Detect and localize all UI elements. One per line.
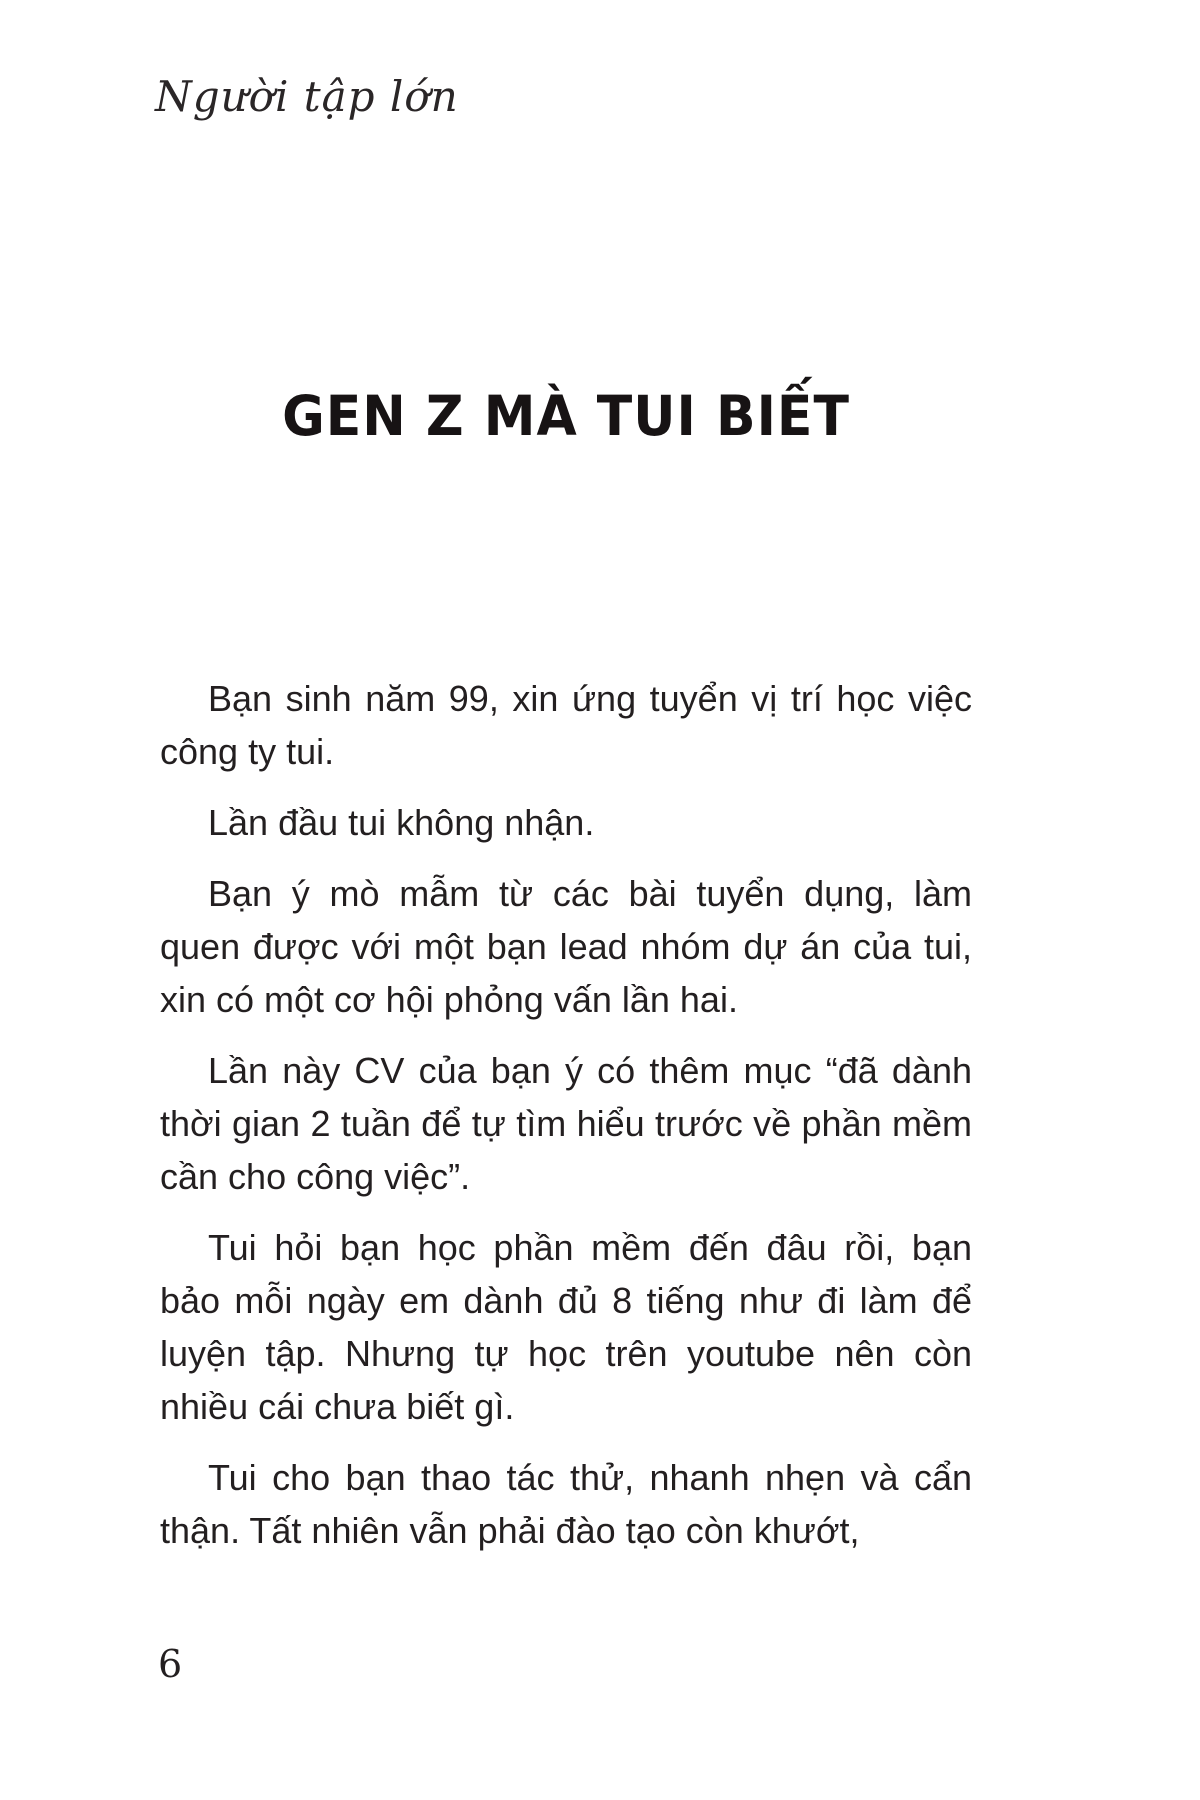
- paragraph: Tui cho bạn thao tác thử, nhanh nhẹn và cẩn thận. Tất nhiên vẫn phải đào tạo còn khướt,: [160, 1457, 972, 1551]
- paragraph: Lần đầu tui không nhận.: [208, 802, 595, 843]
- body-text: [160, 672, 972, 1575]
- paragraph: Tui hỏi bạn học phần mềm đến đâu rồi, bạn bảo mỗi ngày em dành đủ 8 tiếng như đi làm để luyện tập. Nhưng tự học trên youtube nên còn nhiều cái chưa biết gì.: [160, 1227, 972, 1427]
- page-number: 6: [158, 1642, 183, 1686]
- paragraph: Bạn sinh năm 99, xin ứng tuyển vị trí học việc công ty tui.: [160, 678, 972, 772]
- chapter-title: GEN Z MÀ TUI BIẾT: [282, 385, 850, 449]
- paragraph: Lần này CV của bạn ý có thêm mục “đã dành thời gian 2 tuần để tự tìm hiểu trước về phần mềm cần cho công việc”.: [160, 1050, 972, 1197]
- running-header: Người tập lớn: [155, 72, 459, 121]
- paragraph: Bạn ý mò mẫm từ các bài tuyển dụng, làm quen được với một bạn lead nhóm dự án của tui, xin có một cơ hội phỏng vấn lần hai.: [160, 873, 972, 1020]
